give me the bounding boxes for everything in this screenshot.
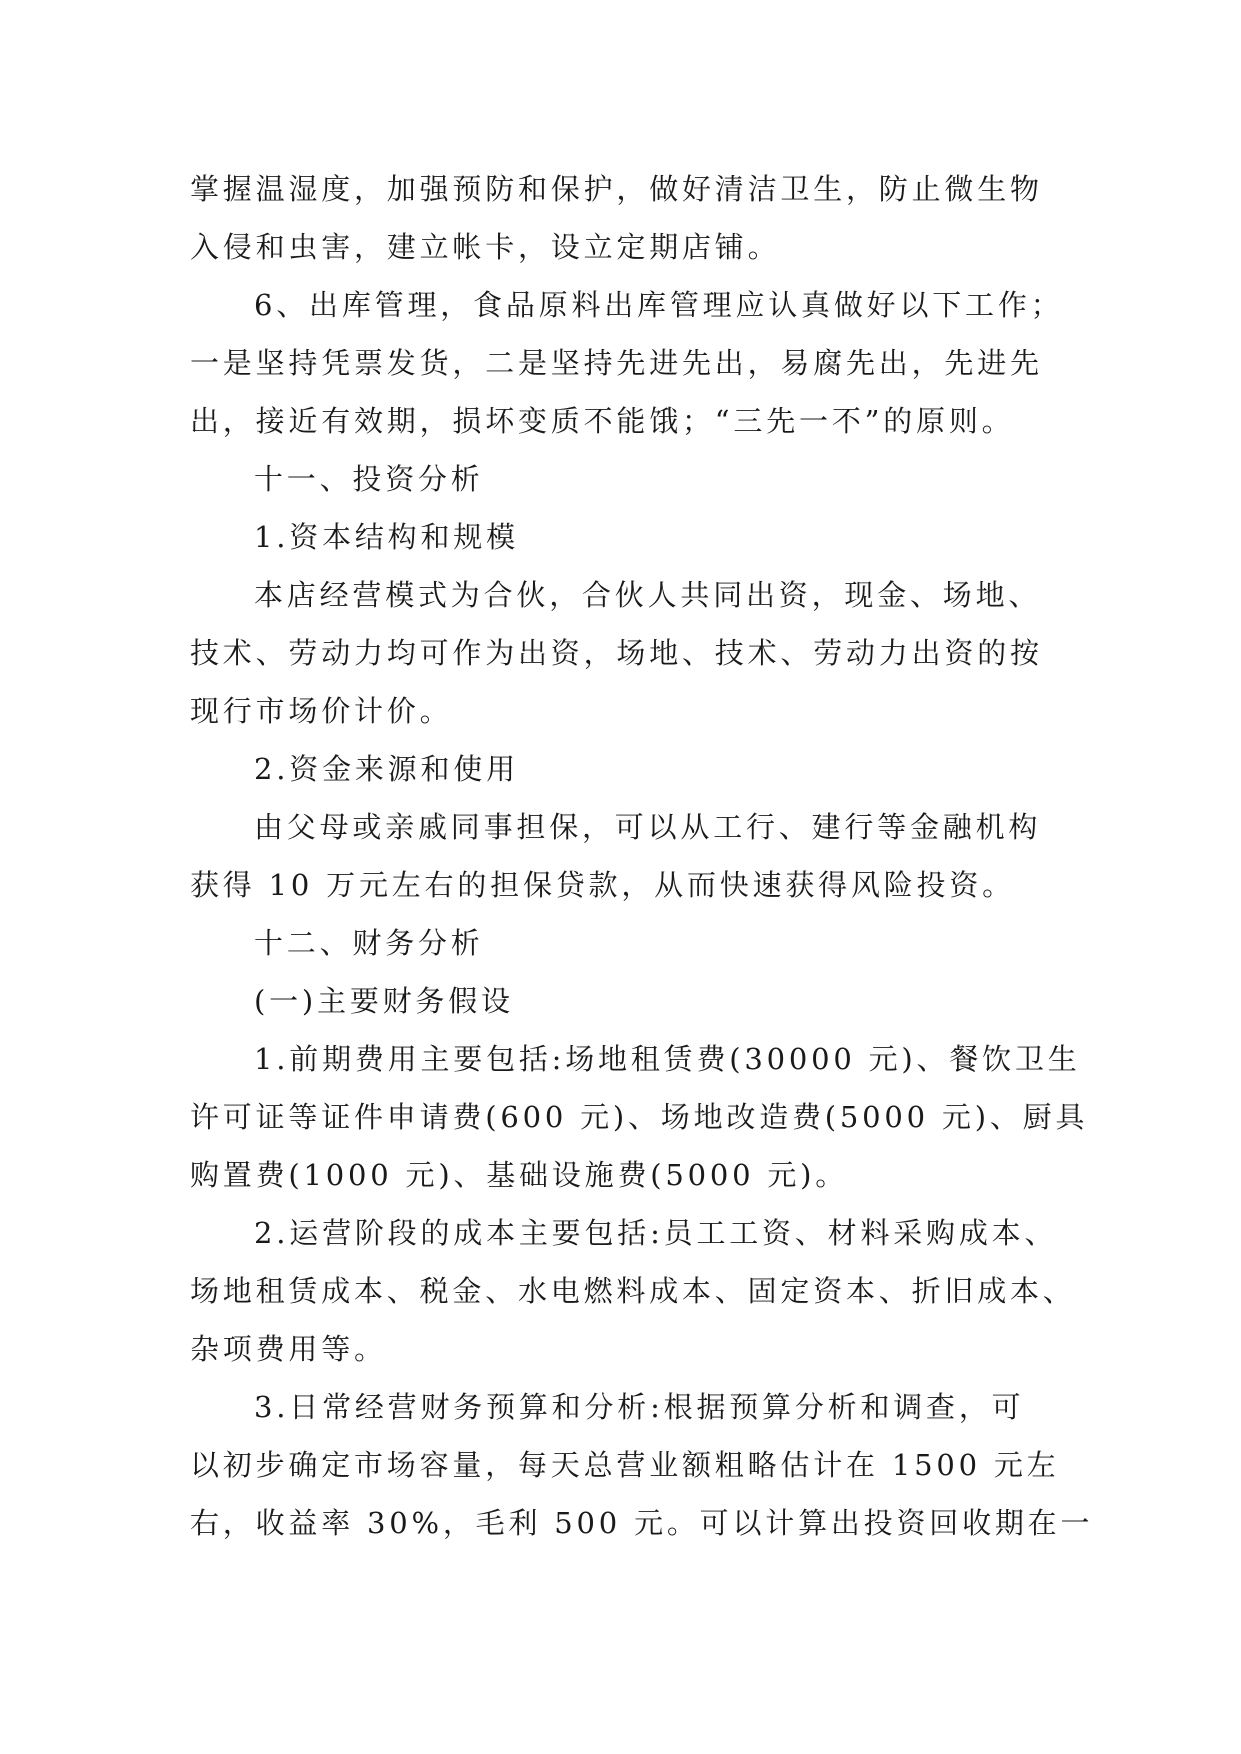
text-line: 右，收益率 30%，毛利 500 元。可以计算出投资回收期在一 — [190, 1506, 1094, 1540]
text-line: 2.运营阶段的成本主要包括:员工工资、材料采购成本、 — [254, 1216, 1058, 1250]
document-body — [190, 160, 1094, 1552]
text-line: 场地租赁成本、税金、水电燃料成本、固定资本、折旧成本、 — [190, 1274, 1076, 1308]
text-line: 本店经营模式为合伙，合伙人共同出资，现金、场地、 — [254, 578, 1042, 612]
text-line: 一是坚持凭票发货，二是坚持先进先出，易腐先出，先进先 — [190, 346, 1043, 380]
section-heading: 十一、投资分析 — [254, 462, 484, 496]
subsection-heading: (一)主要财务假设 — [254, 984, 514, 1018]
text-line: 获得 10 万元左右的担保贷款，从而快速获得风险投资。 — [190, 868, 1015, 902]
text-line: 1.前期费用主要包括:场地租赁费(30000 元)、餐饮卫生 — [254, 1042, 1081, 1076]
text-line: 现行市场价计价。 — [190, 694, 453, 728]
text-line: 由父母或亲戚同事担保，可以从工行、建行等金融机构 — [254, 810, 1042, 844]
text-line: 购置费(1000 元)、基础设施费(5000 元)。 — [190, 1158, 849, 1192]
section-heading: 十二、财务分析 — [254, 926, 484, 960]
text-line: 以初步确定市场容量，每天总营业额粗略估计在 1500 元左 — [190, 1448, 1060, 1482]
text-line: 掌握温湿度，加强预防和保护，做好清洁卫生，防止微生物 — [190, 172, 1043, 206]
text-line: 入侵和虫害，建立帐卡，设立定期店铺。 — [190, 230, 781, 264]
text-line: 6、出库管理，食品原料出库管理应认真做好以下工作； — [254, 288, 1064, 322]
text-line: 技术、劳动力均可作为出资，场地、技术、劳动力出资的按 — [190, 636, 1043, 670]
text-line: 杂项费用等。 — [190, 1332, 387, 1366]
text-line: 3.日常经营财务预算和分析:根据预算分析和调查，可 — [254, 1390, 1025, 1424]
subsection-heading: 1.资本结构和规模 — [254, 520, 519, 554]
text-line: 许可证等证件申请费(600 元)、场地改造费(5000 元)、厨具 — [190, 1100, 1089, 1134]
text-line: 出，接近有效期，损坏变质不能饿；“三先一不”的原则。 — [190, 404, 1015, 438]
subsection-heading: 2.资金来源和使用 — [254, 752, 519, 786]
